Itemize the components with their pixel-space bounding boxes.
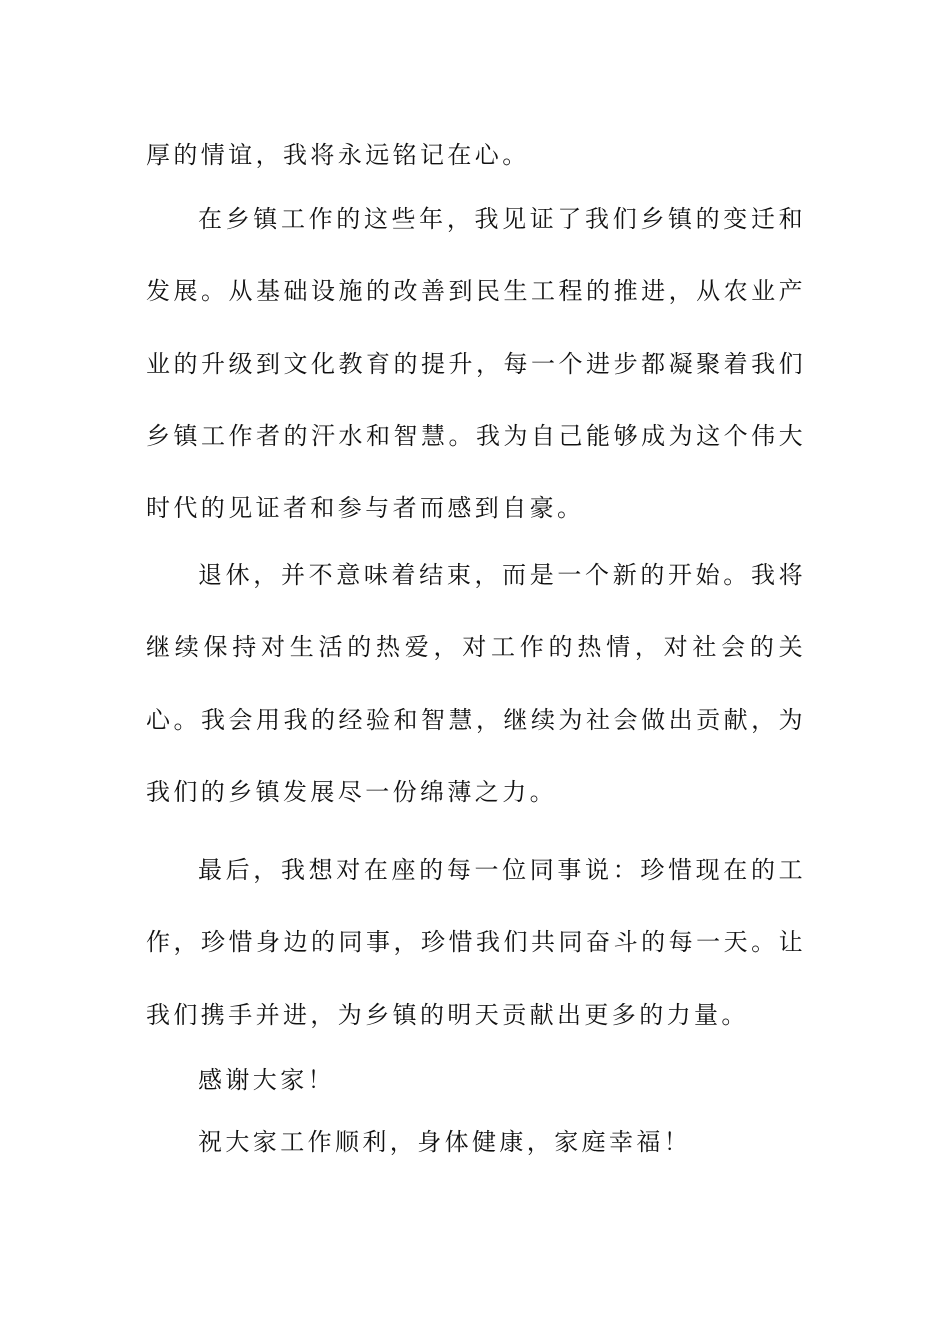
- paragraph-4: 最后，我想对在座的每一位同事说：珍惜现在的工作，珍惜身边的同事，珍惜我们共同奋斗的每一天。让我们携手并进，为乡镇的明天贡献出更多的力量。: [146, 856, 806, 1029]
- paragraph-wishes: 祝大家工作顺利，身体健康，家庭幸福！: [198, 1128, 692, 1156]
- paragraph-3: 退休，并不意味着结束，而是一个新的开始。我将继续保持对生活的热爱，对工作的热情，对社会的关心。我会用我的经验和智慧，继续为社会做出贡献，为我们的乡镇发展尽一份绵薄之力。: [146, 561, 806, 806]
- paragraph-1: 厚的情谊，我将永远铭记在心。: [146, 141, 530, 169]
- paragraph-2: 在乡镇工作的这些年，我见证了我们乡镇的变迁和发展。从基础设施的改善到民生工程的推进，从农业产业的升级到文化教育的提升，每一个进步都凝聚着我们乡镇工作者的汗水和智慧。我为自己能够成为这个伟大时代的见证者和参与者而感到自豪。: [146, 205, 806, 523]
- paragraph-thanks: 感谢大家！: [198, 1066, 335, 1094]
